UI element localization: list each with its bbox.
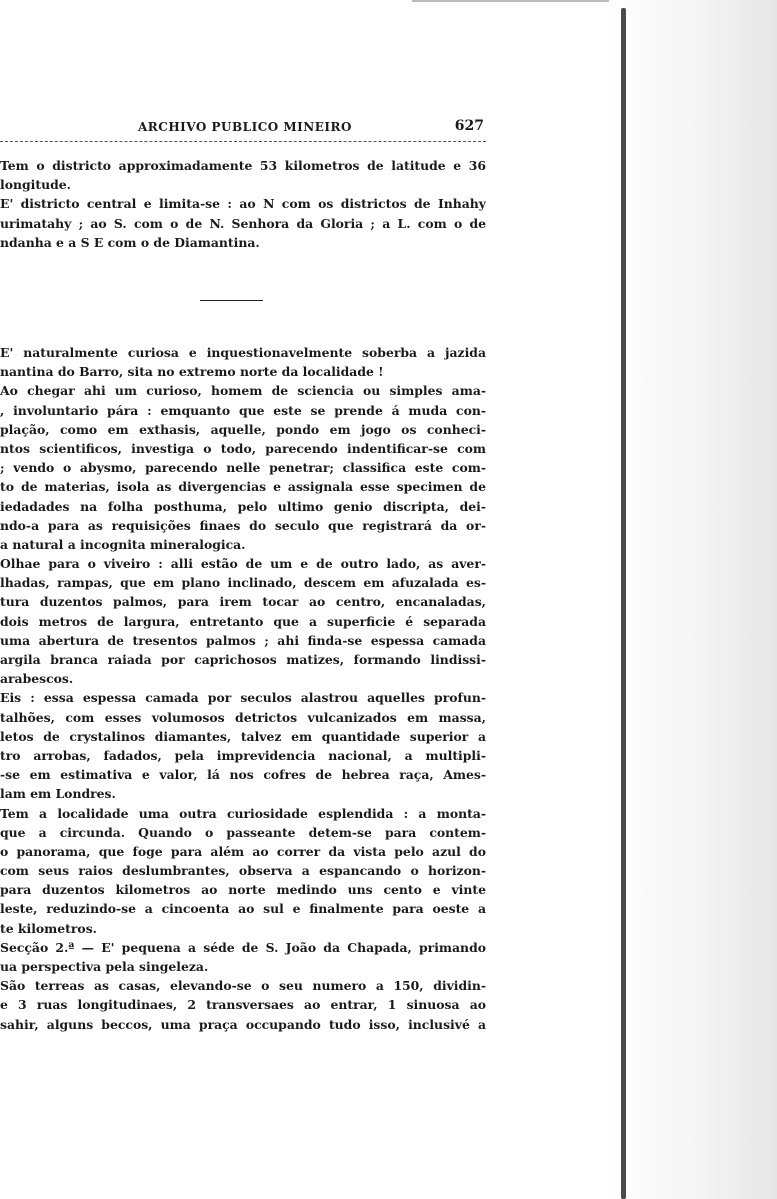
text-line: Olhae para o viveiro : alli estão de um e de outro lado, as aver- — [0, 556, 486, 572]
text-line: o panorama, que foge para além ao correr da vista pelo azul do — [0, 843, 486, 859]
text-line: Tem o districto approximadamente 53 kilometros de latitude e 36 — [0, 158, 486, 173]
text-line: argila branca raiada por caprichosos matizes, formando lindissi- — [0, 652, 486, 667]
page-number: 627 — [454, 118, 484, 134]
text-line: tro arrobas, fadados, pela imprevidencia nacional, a multipli- — [0, 747, 486, 763]
text-line: , involuntario pára : emquanto que este se prende á muda con- — [0, 402, 486, 418]
text-line: te kilometros. — [0, 920, 97, 936]
text-line: a natural a incognita mineralogica. — [0, 536, 246, 552]
text-line: talhões, com esses volumosos detrictos vulcanizados em massa, — [0, 709, 486, 725]
page-edge-shadow — [609, 0, 777, 1199]
text-line: iedadades na folha posthuma, pelo ultimo genio discripta, dei- — [0, 498, 486, 514]
text-line: dois metros de largura, entretanto que a superficie é separada — [0, 613, 486, 629]
text-line: Tem a localidade uma outra curiosidade esplendida : a monta- — [0, 805, 486, 821]
section-separator — [200, 300, 263, 301]
text-line: e 3 ruas longitudinaes, 2 transversaes ao entrar, 1 sinuosa ao — [0, 997, 486, 1013]
text-line: com seus raios deslumbrantes, observa a espancando o horizon- — [0, 863, 486, 879]
text-line: E' districto central e limita-se : ao N com os districtos de Inhahy — [0, 196, 486, 212]
header-rule — [0, 141, 486, 142]
text-line: letos de crystalinos diamantes, talvez em quantidade superior a — [0, 728, 486, 744]
text-line: uma abertura de tresentos palmos ; ahi finda-se espessa camada — [0, 632, 486, 648]
text-line: to de materias, isola as divergencias e assignala esse specimen de — [0, 479, 486, 495]
text-line: tura duzentos palmos, para irem tocar ao centro, encanaladas, — [0, 594, 486, 610]
paragraph-block-district — [0, 156, 486, 252]
text-line: ndo-a para as requisições finaes do seculo que registrará da or- — [0, 517, 486, 533]
running-title: ARCHIVO PUBLICO MINEIRO — [138, 120, 352, 134]
text-line: que a circunda. Quando o passeante detem-se para contem- — [0, 824, 486, 840]
text-line: lhadas, rampas, que em plano inclinado, descem em afuzalada es- — [0, 575, 486, 591]
text-line: sahir, alguns beccos, uma praça occupando tudo isso, inclusivé a — [0, 1016, 486, 1032]
text-line: arabescos. — [0, 671, 74, 687]
paragraph-block-jazida — [0, 343, 486, 1034]
text-line: -se em estimativa e valor, lá nos cofres de hebrea raça, Ames- — [0, 767, 486, 783]
text-line: plação, como em exthasis, aquelle, pondo em jogo os conheci- — [0, 421, 486, 437]
text-line: São terreas as casas, elevando-se o seu numero a 150, dividin- — [0, 978, 486, 994]
text-line: ntos scientificos, investiga o todo, parecendo indentificar-se com — [0, 440, 486, 456]
text-line: leste, reduzindo-se a cincoenta ao sul e finalmente para oeste a — [0, 901, 486, 917]
text-line: urimatahy ; ao S. com o de N. Senhora da Gloria ; a L. com o de — [0, 215, 486, 231]
text-line: longitude. — [0, 177, 71, 193]
page-header — [0, 116, 484, 142]
page-edge-line — [621, 8, 626, 1199]
text-line: para duzentos kilometros ao norte medindo uns cento e vinte — [0, 882, 486, 898]
text-line: E' naturalmente curiosa e inquestionavelmente soberba a jazida — [0, 345, 486, 360]
text-line: nantina do Barro, sita no extremo norte da localidade ! — [0, 364, 384, 380]
text-line: Secção 2.ª — E' pequena a séde de S. João da Chapada, primando — [0, 939, 486, 955]
text-line: ua perspectiva pela singeleza. — [0, 959, 209, 974]
text-line: Eis : essa espessa camada por seculos alastrou aquelles profun- — [0, 690, 486, 706]
text-line: ndanha e a S E com o de Diamantina. — [0, 234, 260, 250]
text-line: ; vendo o abysmo, parecendo nelle penetrar; classifica este com- — [0, 460, 486, 476]
text-line: Ao chegar ahi um curioso, homem de sciencia ou simples ama- — [0, 383, 486, 399]
text-line: lam em Londres. — [0, 786, 116, 802]
